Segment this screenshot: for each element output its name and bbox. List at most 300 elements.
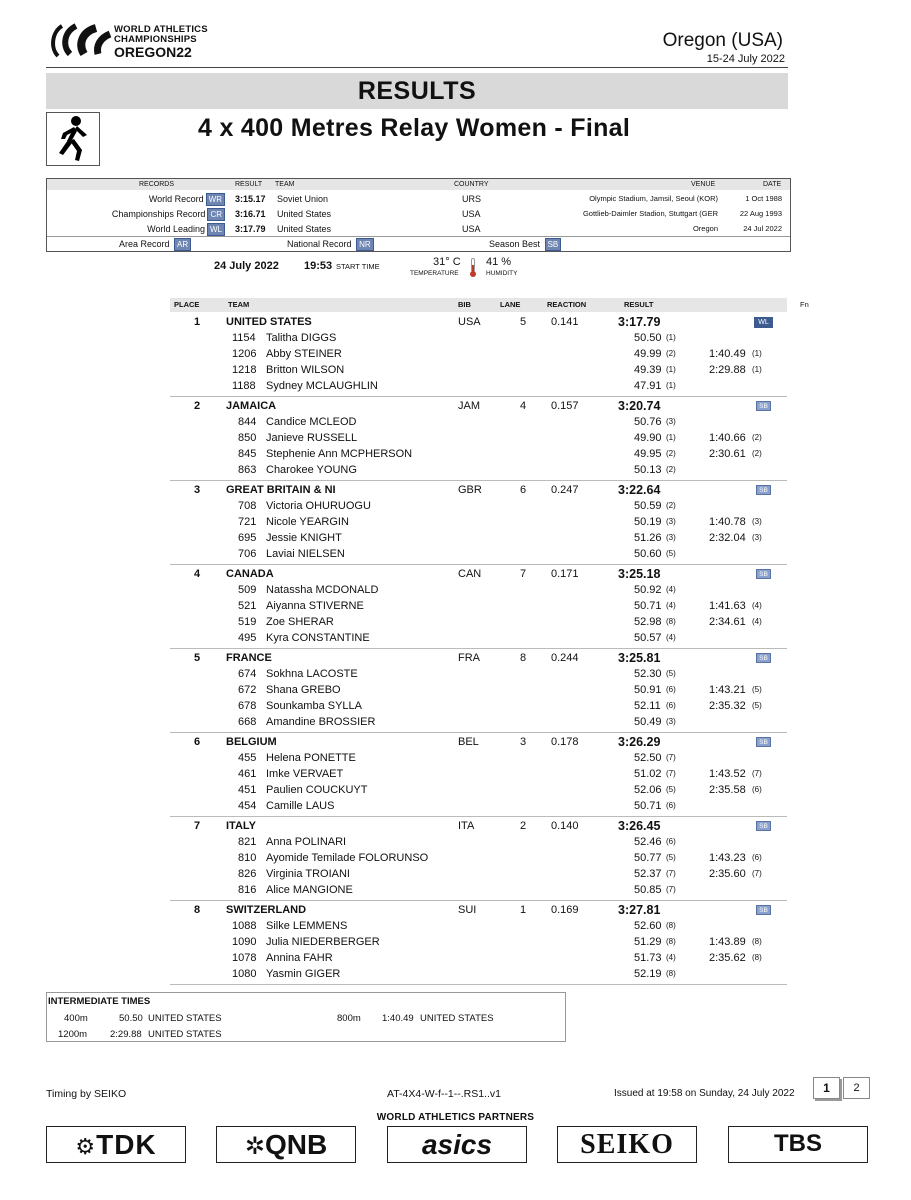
record-label-text: World Leading <box>147 224 205 234</box>
runner-name: Julia NIEDERBERGER <box>266 936 380 948</box>
team-bib: BEL <box>458 736 479 748</box>
team-block <box>170 817 787 901</box>
records-header: RECORDS <box>139 181 175 188</box>
intermediate-team: UNITED STATES <box>148 1013 222 1024</box>
runner-bib: 826 <box>238 868 257 880</box>
runner-split-rank: (2) <box>666 501 676 510</box>
season-best-badge: SB <box>756 401 771 411</box>
team-lane: 5 <box>520 316 527 328</box>
runner-bib: 850 <box>238 432 257 444</box>
intermediate-times-box <box>46 992 566 1042</box>
team-result: 3:26.29 <box>618 735 661 749</box>
season-best-badge: SB <box>756 569 771 579</box>
runner-name: Candice MCLEOD <box>266 416 357 428</box>
runner-cumulative: 1:41.63 <box>709 600 746 612</box>
runner-name: Virginia TROIANI <box>266 868 350 880</box>
runner-split: 52.46 <box>634 836 662 848</box>
runner-cumulative-rank: (8) <box>752 953 762 962</box>
runner-bib: 668 <box>238 716 257 728</box>
runner-split-rank: (3) <box>666 717 676 726</box>
runner-name: Yasmin GIGER <box>266 968 341 980</box>
record-venue: Olympic Stadium, Jamsil, Seoul (KOR) <box>589 194 718 203</box>
runner-row <box>170 362 787 378</box>
runner-cumulative-rank: (5) <box>752 685 762 694</box>
record-row-cr <box>47 207 790 221</box>
team-block <box>170 649 787 733</box>
team-row <box>170 734 787 750</box>
runner-split: 50.57 <box>634 632 662 644</box>
team-name: ITALY <box>226 820 256 832</box>
runner-row <box>170 882 787 898</box>
team-place: 6 <box>194 736 201 748</box>
runner-bib: 672 <box>238 684 257 696</box>
runner-name: Kyra CONSTANTINE <box>266 632 370 644</box>
timing-credit: Timing by SEIKO <box>46 1088 127 1100</box>
runner-split-rank: (6) <box>666 685 676 694</box>
runner-cumulative-rank: (7) <box>752 769 762 778</box>
runner-cumulative: 2:32.04 <box>709 532 746 544</box>
page-1-button[interactable]: 1 <box>813 1077 840 1099</box>
runner-split-rank: (3) <box>666 533 676 542</box>
runner-split: 50.19 <box>634 516 662 528</box>
runner-cumulative: 1:43.52 <box>709 768 746 780</box>
runner-cumulative: 1:43.23 <box>709 852 746 864</box>
runner-cumulative: 2:34.61 <box>709 616 746 628</box>
team-bib: GBR <box>458 484 482 496</box>
sponsor-tdk <box>46 1126 186 1163</box>
team-result: 3:22.64 <box>618 483 661 497</box>
runner-row <box>170 530 787 546</box>
runner-split: 50.85 <box>634 884 662 896</box>
runner-bib: 674 <box>238 668 257 680</box>
runner-split: 50.50 <box>634 332 662 344</box>
runner-row <box>170 430 787 446</box>
record-team: Soviet Union <box>277 194 329 204</box>
runner-cumulative-rank: (2) <box>752 433 762 442</box>
runner-split-rank: (4) <box>666 633 676 642</box>
intermediate-team: UNITED STATES <box>148 1029 222 1040</box>
runner-split-rank: (8) <box>666 969 676 978</box>
season-best-badge: SB <box>756 737 771 747</box>
runner-name: Imke VERVAET <box>266 768 344 780</box>
team-lane: 8 <box>520 652 527 664</box>
runner-row <box>170 682 787 698</box>
runner-split: 49.99 <box>634 348 662 360</box>
legend-code: NR <box>356 238 374 251</box>
runner-split-rank: (2) <box>666 449 676 458</box>
runner-row <box>170 966 787 982</box>
runner-split: 50.60 <box>634 548 662 560</box>
intermediate-distance: 400m <box>64 1013 88 1024</box>
runner-split-rank: (1) <box>666 365 676 374</box>
runner-split-rank: (7) <box>666 885 676 894</box>
temperature-value: 31° C <box>433 256 461 268</box>
date-header: DATE <box>763 181 782 188</box>
runner-split: 52.60 <box>634 920 662 932</box>
runner-name: Alice MANGIONE <box>266 884 353 896</box>
conditions-row <box>0 256 911 282</box>
reaction-header: REACTION <box>547 300 587 309</box>
team-reaction: 0.244 <box>551 652 579 664</box>
runner-cumulative-rank: (3) <box>752 533 762 542</box>
results-heading: RESULTS <box>46 73 788 109</box>
runner-split-rank: (5) <box>666 549 676 558</box>
runner-bib: 821 <box>238 836 257 848</box>
team-result: 3:25.18 <box>618 567 661 581</box>
runner-bib: 455 <box>238 752 257 764</box>
place-header: PLACE <box>174 300 200 309</box>
record-result: 3:16.71 <box>235 209 266 219</box>
team-result: 3:27.81 <box>618 903 661 917</box>
team-reaction: 0.141 <box>551 316 579 328</box>
runner-name: Sokhna LACOSTE <box>266 668 358 680</box>
team-block <box>170 901 787 985</box>
intermediate-time: 50.50 <box>119 1013 143 1024</box>
runner-name: Annina FAHR <box>266 952 333 964</box>
runner-split: 50.49 <box>634 716 662 728</box>
header-divider <box>46 67 788 68</box>
sponsor-name: asics <box>421 1129 493 1160</box>
runner-name: Stephenie Ann MCPHERSON <box>266 448 413 460</box>
runner-name: Ayomide Temilade FOLORUNSO <box>266 852 429 864</box>
team-name: JAMAICA <box>226 400 277 412</box>
runner-split: 49.39 <box>634 364 662 376</box>
logo-line-1: WORLD ATHLETICS <box>114 24 208 35</box>
runner-row <box>170 698 787 714</box>
team-place: 1 <box>194 316 201 328</box>
team-reaction: 0.169 <box>551 904 579 916</box>
record-venue: Gottlieb-Daimler Stadion, Stuttgart (GER <box>582 209 718 218</box>
runner-cumulative-rank: (2) <box>752 449 762 458</box>
team-block <box>170 313 787 397</box>
venue-title: Oregon (USA) <box>662 30 783 51</box>
runner-bib: 706 <box>238 548 257 560</box>
team-block <box>170 565 787 649</box>
record-team: United States <box>277 209 332 219</box>
page-2-button[interactable]: 2 <box>843 1077 870 1099</box>
runner-name: Anna POLINARI <box>266 836 347 848</box>
intermediate-time: 1:40.49 <box>382 1013 414 1024</box>
runner-split: 52.30 <box>634 668 662 680</box>
runner-name: Janieve RUSSELL <box>266 432 358 444</box>
team-bib: CAN <box>458 568 482 580</box>
intermediate-team: UNITED STATES <box>420 1013 494 1024</box>
record-legend-row <box>47 236 790 251</box>
team-lane: 4 <box>520 400 527 412</box>
team-place: 3 <box>194 484 201 496</box>
runner-name: Amandine BROSSIER <box>266 716 376 728</box>
runner-split-rank: (2) <box>666 349 676 358</box>
runner-bib: 863 <box>238 464 257 476</box>
runner-icon <box>47 113 99 165</box>
runner-split-rank: (6) <box>666 701 676 710</box>
team-name: SWITZERLAND <box>226 904 307 916</box>
runner-split: 50.77 <box>634 852 662 864</box>
intermediate-distance: 1200m <box>58 1029 88 1040</box>
team-row <box>170 650 787 666</box>
humidity-label: HUMIDITY <box>486 270 518 277</box>
team-header: TEAM <box>228 300 250 309</box>
team-name: FRANCE <box>226 652 272 664</box>
runner-cumulative: 2:35.58 <box>709 784 746 796</box>
runner-bib: 816 <box>238 884 257 896</box>
team-block <box>170 397 787 481</box>
sponsor-seiko <box>557 1126 697 1163</box>
runner-cumulative-rank: (3) <box>752 517 762 526</box>
team-name: BELGIUM <box>226 736 277 748</box>
runner-row <box>170 446 787 462</box>
runner-name: Abby STEINER <box>266 348 342 360</box>
runner-cumulative-rank: (4) <box>752 601 762 610</box>
runner-bib: 509 <box>238 584 257 596</box>
record-row-wr <box>47 192 790 206</box>
runner-row <box>170 750 787 766</box>
event-pictogram <box>46 112 100 166</box>
bib-header: BIB <box>458 300 471 309</box>
championship-dates: 15-24 July 2022 <box>706 53 785 65</box>
runner-bib: 1206 <box>232 348 257 360</box>
lane-header: LANE <box>500 300 521 309</box>
runner-split: 52.98 <box>634 616 662 628</box>
team-row <box>170 902 787 918</box>
country-header: COUNTRY <box>454 181 489 188</box>
results-table-header <box>170 298 809 312</box>
runner-split: 52.37 <box>634 868 662 880</box>
issued-timestamp: Issued at 19:58 on Sunday, 24 July 2022 <box>614 1088 795 1099</box>
runner-split: 50.71 <box>634 600 662 612</box>
records-table <box>46 178 791 252</box>
record-country: USA <box>462 209 481 219</box>
team-lane: 2 <box>520 820 527 832</box>
runner-bib: 451 <box>238 784 257 796</box>
runner-row <box>170 782 787 798</box>
season-best-badge: SB <box>756 905 771 915</box>
team-bib: SUI <box>458 904 477 916</box>
runner-split: 49.90 <box>634 432 662 444</box>
qnb-mark-icon: ✲ <box>244 1133 265 1160</box>
record-row-wl <box>47 222 790 236</box>
team-reaction: 0.171 <box>551 568 579 580</box>
sponsor-qnb <box>216 1126 356 1163</box>
runner-cumulative-rank: (1) <box>752 365 762 374</box>
team-row <box>170 566 787 582</box>
runner-row <box>170 462 787 478</box>
team-name: GREAT BRITAIN & NI <box>226 484 336 496</box>
team-result: 3:17.79 <box>618 315 661 329</box>
record-team: United States <box>277 224 332 234</box>
result-header: RESULT <box>235 181 263 188</box>
runner-row <box>170 546 787 562</box>
runner-cumulative-rank: (1) <box>752 349 762 358</box>
runner-bib: 845 <box>238 448 257 460</box>
runner-bib: 1188 <box>232 380 256 392</box>
event-title: 4 x 400 Metres Relay Women - Final <box>198 114 631 142</box>
team-place: 4 <box>194 568 201 580</box>
runner-split-rank: (8) <box>666 921 676 930</box>
runner-name: Jessie KNIGHT <box>266 532 342 544</box>
runner-row <box>170 666 787 682</box>
legend-label: Area Record <box>119 239 170 249</box>
runner-row <box>170 834 787 850</box>
runner-split-rank: (3) <box>666 517 676 526</box>
runner-split: 52.06 <box>634 784 662 796</box>
runner-bib: 495 <box>238 632 257 644</box>
runner-row <box>170 614 787 630</box>
runner-bib: 678 <box>238 700 257 712</box>
start-time-label: START TIME <box>336 262 380 271</box>
record-code-badge: WL <box>207 223 225 236</box>
thermometer-icon <box>469 258 477 278</box>
runner-row <box>170 866 787 882</box>
runner-name: Talitha DIGGS <box>266 332 337 344</box>
runner-bib: 695 <box>238 532 257 544</box>
runner-row <box>170 498 787 514</box>
runner-row <box>170 850 787 866</box>
sponsor-name: TDK <box>96 1129 157 1160</box>
runner-split: 50.13 <box>634 464 662 476</box>
runner-split-rank: (4) <box>666 601 676 610</box>
runner-bib: 721 <box>238 516 257 528</box>
intermediate-time: 2:29.88 <box>110 1029 142 1040</box>
team-result: 3:20.74 <box>618 399 661 413</box>
championships-logo-icon <box>48 20 112 60</box>
runner-cumulative: 1:43.89 <box>709 936 746 948</box>
record-venue: Oregon <box>692 224 718 233</box>
team-place: 5 <box>194 652 201 664</box>
partners-title: WORLD ATHLETICS PARTNERS <box>376 1112 535 1123</box>
team-result: 3:26.45 <box>618 819 661 833</box>
team-lane: 3 <box>520 736 527 748</box>
runner-cumulative: 2:35.62 <box>709 952 746 964</box>
record-code-badge: WR <box>206 193 225 206</box>
team-row <box>170 482 787 498</box>
runner-row <box>170 598 787 614</box>
sponsor-tbs <box>728 1126 868 1163</box>
logo-line-3: OREGON22 <box>114 44 192 60</box>
runner-split-rank: (8) <box>666 937 676 946</box>
runner-row <box>170 330 787 346</box>
runner-row <box>170 582 787 598</box>
team-place: 2 <box>194 400 201 412</box>
record-result: 3:15.17 <box>235 194 266 204</box>
runner-split-rank: (6) <box>666 837 676 846</box>
runner-split-rank: (7) <box>666 869 676 878</box>
runner-name: Sydney MCLAUGHLIN <box>266 380 378 392</box>
runner-split-rank: (1) <box>666 433 676 442</box>
runner-row <box>170 950 787 966</box>
runner-row <box>170 714 787 730</box>
runner-split-rank: (6) <box>666 801 676 810</box>
runner-row <box>170 514 787 530</box>
record-country: URS <box>462 194 482 204</box>
world-leading-badge: WL <box>754 317 773 328</box>
runner-split: 51.02 <box>634 768 662 780</box>
record-label-text: Championships Record <box>111 209 206 219</box>
runner-bib: 708 <box>238 500 257 512</box>
team-name: UNITED STATES <box>226 316 312 328</box>
runner-name: Paulien COUCKUYT <box>266 784 368 796</box>
runner-name: Nicole YEARGIN <box>266 516 349 528</box>
runner-split: 51.73 <box>634 952 662 964</box>
runner-split-rank: (2) <box>666 465 676 474</box>
team-row <box>170 818 787 834</box>
runner-split-rank: (5) <box>666 669 676 678</box>
record-result: 3:17.79 <box>235 224 266 234</box>
team-result: 3:25.81 <box>618 651 661 665</box>
season-best-badge: SB <box>756 821 771 831</box>
runner-cumulative: 2:35.60 <box>709 868 746 880</box>
runner-bib: 461 <box>238 768 257 780</box>
runner-cumulative-rank: (5) <box>752 701 762 710</box>
runner-split-rank: (7) <box>666 769 676 778</box>
runner-split-rank: (3) <box>666 417 676 426</box>
runner-name: Britton WILSON <box>266 364 345 376</box>
runner-split-rank: (4) <box>666 585 676 594</box>
runner-name: Zoe SHERAR <box>266 616 334 628</box>
team-bib: ITA <box>458 820 475 832</box>
runner-bib: 454 <box>238 800 257 812</box>
document-code: AT-4X4-W-f--1--.RS1..v1 <box>387 1088 501 1100</box>
runner-name: Aiyanna STIVERNE <box>266 600 364 612</box>
records-header-row <box>47 179 790 190</box>
intermediate-title: INTERMEDIATE TIMES <box>48 996 151 1007</box>
record-label-wr <box>149 192 225 206</box>
runner-cumulative-rank: (6) <box>752 853 762 862</box>
record-label-cr <box>112 207 225 221</box>
start-time: 19:53 <box>304 260 333 272</box>
runner-split: 50.92 <box>634 584 662 596</box>
record-code-badge: CR <box>207 208 225 221</box>
team-row <box>170 314 787 330</box>
runner-cumulative: 1:43.21 <box>709 684 746 696</box>
legend-label: National Record <box>287 239 352 249</box>
runner-name: Natassha MCDONALD <box>266 584 379 596</box>
runner-split: 50.59 <box>634 500 662 512</box>
runner-split: 52.11 <box>634 700 661 712</box>
sponsor-asics <box>387 1126 527 1163</box>
runner-split: 52.50 <box>634 752 662 764</box>
runner-name: Silke LEMMENS <box>266 920 348 932</box>
runner-cumulative-rank: (6) <box>752 785 762 794</box>
runner-cumulative: 1:40.49 <box>709 348 746 360</box>
team-block <box>170 481 787 565</box>
runner-name: Sounkamba SYLLA <box>266 700 363 712</box>
team-place: 8 <box>194 904 201 916</box>
season-best-legend <box>489 237 561 252</box>
runner-row <box>170 378 787 394</box>
fn-header: Fn <box>800 300 809 309</box>
runner-name: Laviai NIELSEN <box>266 548 345 560</box>
runner-split-rank: (5) <box>666 853 676 862</box>
runner-split-rank: (1) <box>666 333 676 342</box>
runner-cumulative: 2:29.88 <box>709 364 746 376</box>
runner-split-rank: (1) <box>666 381 676 390</box>
record-date: 24 Jul 2022 <box>743 224 782 233</box>
team-reaction: 0.178 <box>551 736 579 748</box>
team-bib: USA <box>458 316 481 328</box>
runner-split: 50.71 <box>634 800 662 812</box>
team-lane: 1 <box>520 904 527 916</box>
record-date: 1 Oct 1988 <box>745 194 782 203</box>
runner-bib: 521 <box>238 600 257 612</box>
runner-cumulative-rank: (4) <box>752 617 762 626</box>
runner-bib: 1154 <box>232 332 256 344</box>
team-bib: JAM <box>458 400 480 412</box>
record-label-text: World Record <box>148 194 204 204</box>
runner-split-rank: (8) <box>666 617 676 626</box>
team-reaction: 0.247 <box>551 484 579 496</box>
area-record-legend <box>119 237 191 252</box>
